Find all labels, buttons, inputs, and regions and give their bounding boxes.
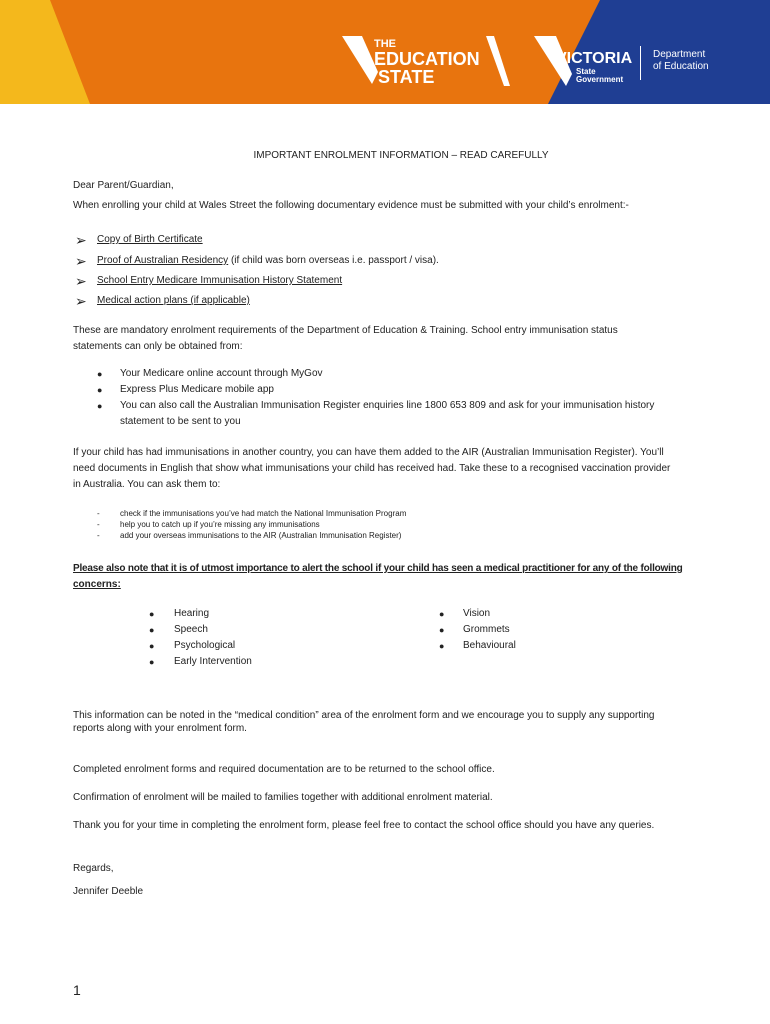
checklist-label: School Entry Medicare Immunisation History Statement	[97, 275, 343, 286]
signature-name: Jennifer Deeble	[73, 886, 144, 897]
brand-line2: EDUCATION	[374, 49, 480, 69]
ask-item-text: check if the immunisations you’ve had match the National Immunisation Program	[120, 509, 407, 518]
brand-line1: THE	[374, 38, 396, 50]
medical-line2: reports along with your enrolment form.	[73, 723, 247, 734]
thanks-text: Thank you for your time in completing the enrolment form, please feel free to contact the school office should you have any queries.	[73, 820, 655, 831]
concern-text: Behavioural	[463, 640, 516, 651]
page-number: 1	[73, 982, 81, 998]
dash-icon: -	[97, 509, 100, 518]
concern-text: Grommets	[463, 624, 510, 635]
bullet-icon: ●	[149, 641, 155, 651]
medical-line1: This information can be noted in the “medical condition” area of the enrolment form and we encourage you to supply any supporting	[73, 710, 655, 721]
regards-text: Regards,	[73, 863, 114, 874]
list-item-continuation: statement to be sent to you	[120, 416, 241, 427]
concern-text: Speech	[174, 624, 208, 635]
checklist-note: (if child was born overseas i.e. passport / visa).	[228, 255, 439, 266]
completed-text: Completed enrolment forms and required documentation are to be returned to the school office.	[73, 764, 495, 775]
list-item-text: Your Medicare online account through MyGov	[120, 368, 323, 379]
overseas-line2: need documents in English that show what immunisations your child has received had. Take these to a recognised vaccination provider	[73, 463, 671, 474]
concern-text: Hearing	[174, 608, 210, 619]
concern-text: Early Intervention	[174, 656, 252, 667]
arrow-check-icon: ➢	[75, 273, 87, 289]
bullet-icon: ●	[149, 625, 155, 635]
bullet-icon: ●	[149, 657, 155, 667]
dash-icon: -	[97, 531, 100, 540]
bullet-icon: ●	[439, 609, 445, 619]
checklist-label: Medical action plans (if applicable)	[97, 295, 250, 306]
victoria-state: State	[576, 67, 596, 76]
overseas-line3: in Australia. You can ask them to:	[73, 479, 221, 490]
page-title: IMPORTANT ENROLMENT INFORMATION – READ CAREFULLY	[253, 150, 549, 161]
ask-item-text: add your overseas immunisations to the AIR (Australian Immunisation Register)	[120, 531, 402, 540]
intro-text: When enrolling your child at Wales Street the following documentary evidence must be submitted with your child’s enrolment:-	[73, 200, 629, 211]
list-item-text: Express Plus Medicare mobile app	[120, 384, 274, 395]
checklist-label: Proof of Australian Residency	[97, 255, 229, 266]
bullet-icon: ●	[149, 609, 155, 619]
dept-line2: of Education	[653, 61, 709, 72]
bullet-icon: ●	[439, 641, 445, 651]
ask-item-text: help you to catch up if you’re missing any immunisations	[120, 520, 320, 529]
concern-text: Psychological	[174, 640, 236, 651]
checklist-label: Copy of Birth Certificate	[97, 234, 203, 245]
brand-line3: STATE	[378, 67, 435, 87]
overseas-line1: If your child has had immunisations in another country, you can have them added to the AIR (Australian Immunisation Register). You’ll	[73, 447, 664, 458]
list-item-text: You can also call the Australian Immunisation Register enquiries line 1800 653 809 and ask for your immunisation history	[120, 400, 655, 411]
bullet-icon: ●	[97, 385, 103, 395]
mandatory-line1: These are mandatory enrolment requirements of the Department of Education & Training. School entry immunisation status	[73, 325, 618, 336]
dash-icon: -	[97, 520, 100, 529]
bullet-icon: ●	[439, 625, 445, 635]
arrow-check-icon: ➢	[75, 232, 87, 248]
victoria-government: Government	[576, 75, 624, 84]
victoria-wordmark: VICTORIA	[556, 50, 633, 67]
bullet-icon: ●	[97, 369, 103, 379]
alert-line1: Please also note that it is of utmost importance to alert the school if your child has seen a medical practitioner for any of the following	[73, 563, 683, 574]
mandatory-line2: statements can only be obtained from:	[73, 341, 243, 352]
confirmation-text: Confirmation of enrolment will be mailed to families together with additional enrolment material.	[73, 792, 493, 803]
dept-line1: Department	[653, 49, 706, 60]
salutation: Dear Parent/Guardian,	[73, 180, 174, 191]
header-banner	[0, 0, 770, 104]
logo-divider	[640, 46, 641, 80]
concern-text: Vision	[463, 608, 491, 619]
alert-line2: concerns:	[73, 579, 121, 590]
arrow-check-icon: ➢	[75, 253, 87, 269]
banner-graphic	[0, 0, 770, 104]
bullet-icon: ●	[97, 401, 103, 411]
arrow-check-icon: ➢	[75, 293, 87, 309]
